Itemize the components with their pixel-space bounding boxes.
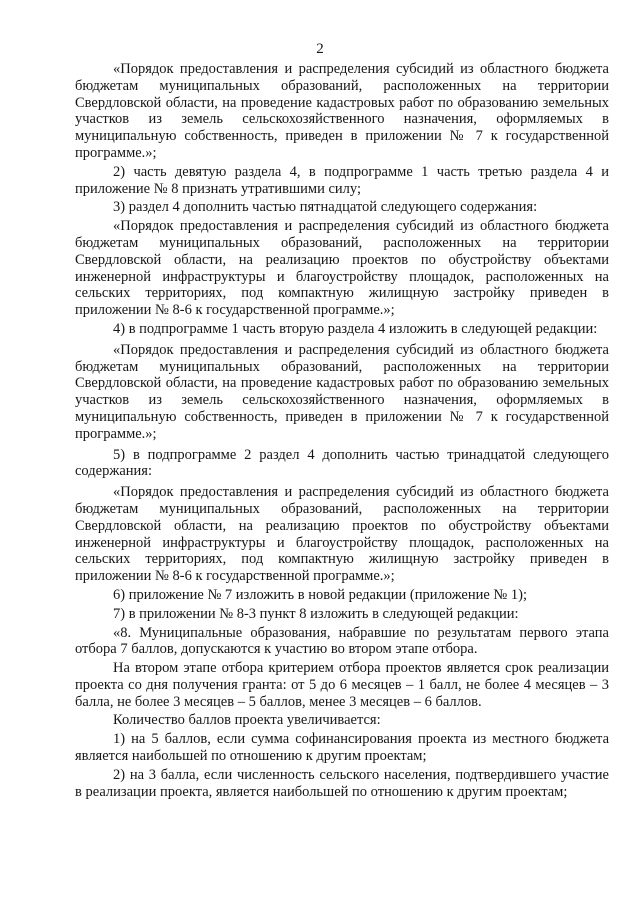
paragraph-score-item-2: 2) на 3 балла, если численность сельского населения, подтвердившего участие в реализации проекта, является наибольшей по отношению к другим проектам; <box>75 766 609 800</box>
paragraph-quote-annex-8-6-subprogram-2: «Порядок предоставления и распределения субсидий из областного бюджета бюджетам муниципальных образований, расположенных на территории Свердловской области, на реализацию проектов по обустройству объектами инженерной инфраструктуры и благоустройству площадок, расположенных на сельских территориях, под компактную жилищную застройку приведен в приложении № 8-6 к государственной программе.»; <box>75 484 609 585</box>
paragraph-item-4: 4) в подпрограмме 1 часть вторую раздела 4 изложить в следующей редакции: <box>113 320 598 337</box>
paragraph-score-item-1: 1) на 5 баллов, если сумма софинансирования проекта из местного бюджета является наибольшей по отношению к другим проектам; <box>75 731 609 765</box>
paragraph-item-2: 2) часть девятую раздела 4, в подпрограмме 1 часть третью раздела 4 и приложение № 8 признать утратившими силу; <box>75 163 609 197</box>
paragraph-point-8: «8. Муниципальные образования, набравшие по результатам первого этапа отбора 7 баллов, допускаются к участию во втором этапе отбора. <box>75 624 609 658</box>
paragraph-second-stage-criterion: На втором этапе отбора критерием отбора проектов является срок реализации проекта со дня получения гранта: от 5 до 6 месяцев – 1 балл, не более 4 месяцев – 3 балла, не более 3 месяцев – 5 баллов, менее 3 месяцев – 6 баллов. <box>75 660 609 710</box>
page-number: 2 <box>316 41 324 57</box>
paragraph-score-increase: Количество баллов проекта увеличивается: <box>113 712 381 729</box>
paragraph-item-7: 7) в приложении № 8-3 пункт 8 изложить в следующей редакции: <box>113 605 519 622</box>
paragraph-quote-annex-7-subprogram-1: «Порядок предоставления и распределения субсидий из областного бюджета бюджетам муниципальных образований, расположенных на территории Свердловской области, на проведение кадастровых работ по образованию земельных участков из земель сельскохозяйственного назначения, оформляемых в муниципальную собственность, приведен в приложении № 7 к государственной программе.»; <box>75 341 609 442</box>
paragraph-quote-annex-7: «Порядок предоставления и распределения субсидий из областного бюджета бюджетам муниципальных образований, расположенных на территории Свердловской области, на проведение кадастровых работ по образованию земельных участков из земель сельскохозяйственного назначения, оформляемых в муниципальную собственность, приведен в приложении № 7 к государственной программе.»; <box>75 61 609 161</box>
paragraph-item-3: 3) раздел 4 дополнить частью пятнадцатой следующего содержания: <box>113 199 538 216</box>
paragraph-item-6: 6) приложение № 7 изложить в новой редакции (приложение № 1); <box>113 586 527 603</box>
paragraph-item-5: 5) в подпрограмме 2 раздел 4 дополнить частью тринадцатой следующего содержания: <box>75 446 609 480</box>
paragraph-quote-annex-8-6: «Порядок предоставления и распределения субсидий из областного бюджета бюджетам муниципальных образований, расположенных на территории Свердловской области, на реализацию проектов по обустройству объектами инженерной инфраструктуры и благоустройству площадок, расположенных на сельских территориях, под компактную жилищную застройку приведен в приложении № 8-6 к государственной программе.»; <box>75 218 609 319</box>
document-body <box>75 61 609 800</box>
